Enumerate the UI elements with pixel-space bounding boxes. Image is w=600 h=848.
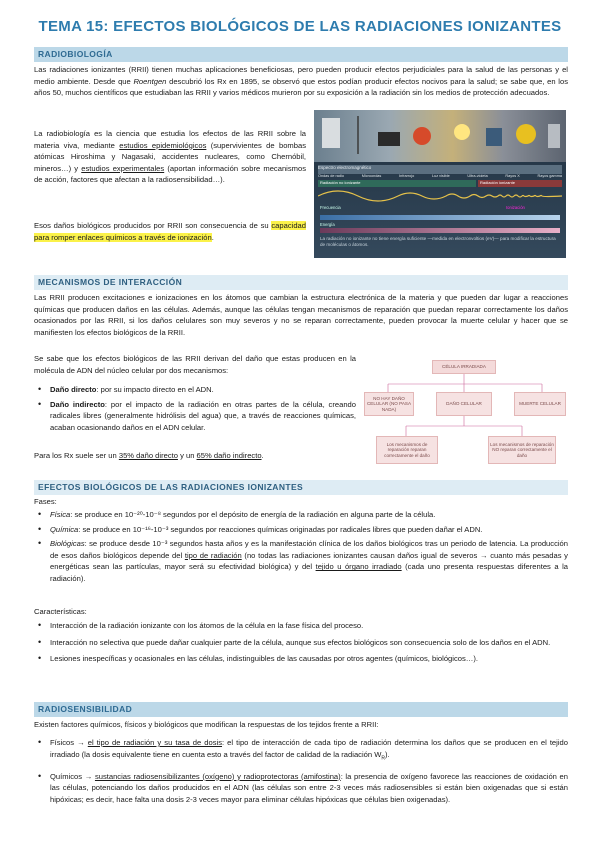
page-title: TEMA 15: EFECTOS BIOLÓGICOS DE LAS RADIACIONES IONIZANTES — [38, 18, 562, 35]
list-item: • Biológicas: se produce desde 10⁻³ segundos hasta años y es la manifestación clínica de los daños biológicos tras un periodo de latencia. La producción de esos daños biológicos depende del tipo de radiación (no todas las radiaciones ionizantes causan daños igual de severos → cuanto más pesadas y energéticas sean las partículas, mayor será su efectividad biológica) y del tejido u órgano irradiado (cada uno presenta respuestas diferentes a la radiación). — [34, 538, 568, 584]
energy-scale — [320, 228, 560, 233]
radiobiologia-paragraph-3: Esos daños biológicos producidos por RRII son consecuencia de su capacidad para romper enlaces químicos a través de ionización. — [34, 221, 306, 242]
non-ionizing-band: Radiación no ionizante — [318, 180, 476, 187]
section-header-mecanismos: MECANISMOS DE INTERACCIÓN — [34, 275, 568, 290]
node-dano-celular: DAÑO CELULAR — [436, 392, 492, 416]
ionization-label: Ionización — [506, 205, 525, 210]
section-header-radiosensibilidad: RADIOSENSIBILIDAD — [34, 702, 568, 717]
ionizing-band: Radiación ionizante — [478, 180, 562, 187]
frequency-label: Frecuencia — [320, 205, 341, 210]
list-item: • Física: se produce en 10⁻²⁰-10⁻⁸ segundos por el depósito de energía de la radiación en alguna parte de la célula. — [34, 509, 568, 521]
spectrum-caption: La radiación no ionizante no tiene energía suficiente —medida en electronvoltios (eV)— para modificar la estructura de moléculas o átomos. — [320, 236, 556, 247]
spectrum-type-labels: Ondas de radio Microondas Infrarrojo Luz visible Ultra-violeta Rayos X Rayos gamma — [318, 174, 562, 178]
node-no-dano: NO HAY DAÑO CELULAR (NO PASA NADA) — [364, 392, 414, 416]
electromagnetic-spectrum-figure — [314, 110, 566, 258]
mecanismos-paragraph-1: Las RRII producen excitaciones e ionizaciones en los átomos que cambian la estructura electrónica de la materia y que pueden dar lugar a reacciones químicas que producen daños en las células. Además, aunque las células tengan mecanismos de reparación que puedan reparar correctamente los daños ocasionados por las RRII, si los daños celulares son muy severos y no se reparan correctamente, pueden provocar la muerte celular y hacer que se manifiesten los efectos biológicos de la RRII. — [34, 293, 568, 337]
node-reparacion-correcta: Los mecanismos de reparación reparan correctamente el daño — [376, 436, 438, 464]
list-item: • Interacción de la radiación ionizante con los átomos de la célula en la fase física del proceso. — [34, 620, 568, 632]
list-item: • Química: se produce en 10⁻¹⁶-10⁻³ segundos por reacciones químicas originadas por radicales libres que pueden dañar el ADN. — [34, 524, 568, 536]
radiobiologia-paragraph-2: La radiobiología es la ciencia que estudia los efectos de las RRII sobre la materia viva, mediante estudios epidemiológicos (supervivientes de bombas atómicas Hiroshima y Nagasaki, accidentes nucleares, como Chernóbil, mineros…) y estudios experimentales (aportan información sobre mecanismos de acción, factores que afectan a la radiosensibilidad…). — [34, 129, 307, 185]
caracteristicas-label: Características: — [34, 607, 87, 616]
node-reparacion-incorrecta: Los mecanismos de reparación NO reparan correctamente el daño — [488, 436, 556, 464]
cell-damage-diagram — [362, 358, 567, 470]
list-item: • Daño directo: por su impacto directo en el ADN. — [34, 384, 356, 396]
radiosensibilidad-paragraph: Existen factores químicos, físicos y biológicos que modifican la respuestas de los tejidos frente a RRII: — [34, 720, 379, 729]
list-item: • Lesiones inespecíficas y ocasionales en las células, indistinguibles de las causadas por otros agentes (químicos, biológicos…). — [34, 653, 568, 665]
frequency-scale — [320, 215, 560, 220]
fases-label: Fases: — [34, 497, 57, 506]
radiobiologia-paragraph-1: Las radiaciones ionizantes (RRII) tienen muchas aplicaciones beneficiosas, pero pueden producir efectos perjudiciales para la salud de las personas y el medio ambiente. Desde que Roentgen descubrió los Rx en 1895, se observó que estos podían producir efectos nocivos para la salud; se sabe que, en los años 50, muchos científicos que estudiaban las RRII y varios médicos murieron por su exposición a la radiación sin los medios de protección adecuados. — [34, 65, 568, 98]
fases-list — [34, 509, 568, 585]
spectrum-band-label: Espectro electromagnético — [318, 165, 562, 174]
list-item: • Químicos → sustancias radiosensibilizantes (oxígeno) y radioprotectoras (amifostina): la presencia de oxígeno favorece las reacciones de oxidación en las células, potenciando los daños producidos en el ADN (las células son entre 2-3 veces más radiosensibles si están bien oxigenadas que si están hipóxicas; es decir, hace falta una dosis 2-3 veces mayor para eliminar células hipóxicas que células bien oxigenadas). — [34, 771, 568, 806]
mecanismos-paragraph-2: Se sabe que los efectos biológicos de las RRII derivan del daño que estas producen en la molécula de ADN del núcleo celular por dos mecanismos: — [34, 354, 356, 375]
node-celula-irradiada: CÉLULA IRRADIADA — [432, 360, 496, 374]
section-header-efectos: EFECTOS BIOLÓGICOS DE LAS RADIACIONES IONIZANTES — [34, 480, 568, 495]
section-header-radiobiologia: RADIOBIOLOGÍA — [34, 47, 568, 62]
radiosensibilidad-list — [34, 737, 568, 805]
caracteristicas-list — [34, 620, 568, 665]
mecanismos-list — [34, 384, 356, 433]
list-item: • Daño indirecto: por el impacto de la radiación en otras partes de la célula, creando radicales libres (generalmente hidrólisis del agua) que, a través de reacciones químicas, acaban ocasionando daños en el ADN celular. — [34, 399, 356, 434]
list-item: • Interacción no selectiva que puede dañar cualquier parte de la célula, aunque sus efectos biológicos son consecuencia solo de los daños en el ADN. — [34, 637, 568, 649]
mecanismos-paragraph-3: Para los Rx suele ser un 35% daño directo y un 65% daño indirecto. — [34, 451, 264, 460]
spectrum-sources-icons — [314, 110, 566, 162]
spectrum-sources-icon — [314, 110, 566, 162]
wave-graphic — [318, 188, 562, 204]
list-item: • Físicos → el tipo de radiación y su tasa de dosis: el tipo de interacción de cada tipo de radiación determina los daños que se producen en el tejido irradiado (la dosis equivalente tiene en cuenta esto a través del factor de calidad de la radiación $W_R$). — [34, 737, 568, 765]
node-muerte-celular: MUERTE CELULAR — [514, 392, 566, 416]
energy-label: Energía — [320, 222, 335, 227]
